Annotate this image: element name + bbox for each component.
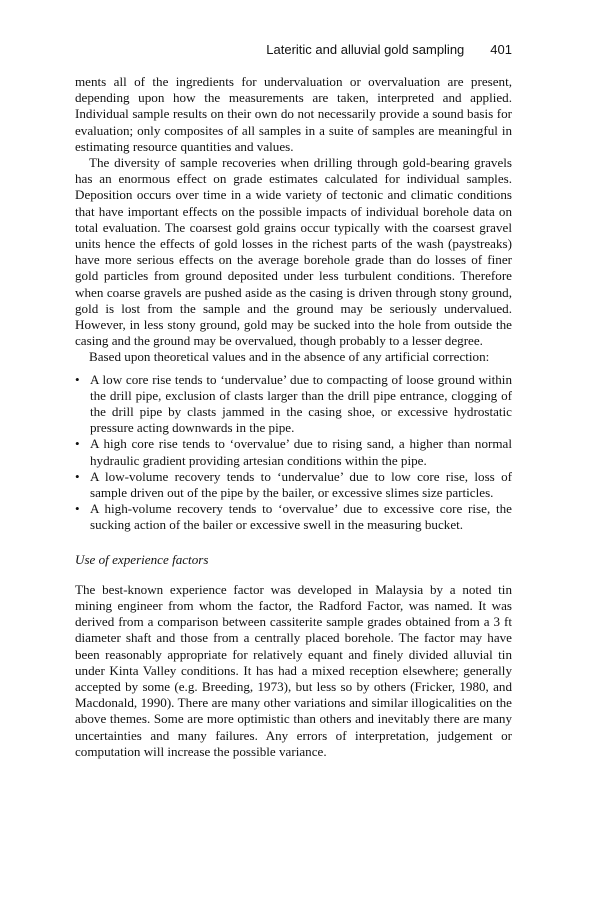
paragraph-experience-factors: The best-known experience factor was developed in Malaysia by a noted tin mining engineer from whom the factor, the Radford Factor, was named. It was derived from a comparison between cassiterite sample grades obtained from a 3 ft diameter shaft and those from a centrally placed borehole. The factor may have been reasonably appropriate for relatively equant and finely divided alluvial tin under Kinta Valley conditions. It has had a mixed reception elsewhere; generally accepted by some (e.g. Breeding, 1973), but less so by others (Fricker, 1980, and Macdonald, 1990). There are many other variations and similar illogicalities on the above themes. Some are more optimistic than others and inevitably there are many uncertainties and many failures. Any errors of interpretation, judgement or computation will increase the possible variance.	[75, 581, 512, 759]
bullet-text: A low core rise tends to ‘undervalue’ due to compacting of loose ground within the drill pipe, exclusion of clasts larger than the drill pipe entrance, clogging of the drill pipe by clasts jammed in the casing shoe, or excessive hydrostatic pressure acting downwards in the pipe.	[90, 371, 512, 436]
list-item	[75, 501, 512, 533]
body-text	[75, 74, 512, 760]
list-item	[75, 372, 512, 437]
bullet-list	[75, 372, 512, 534]
bullet-icon: •	[75, 468, 80, 484]
list-item	[75, 469, 512, 501]
bullet-icon: •	[75, 371, 80, 387]
running-title: Lateritic and alluvial gold sampling	[266, 42, 465, 57]
paragraph-continuation: ments all of the ingredients for undervaluation or overvaluation are present, depending upon how the measurements are taken, interpreted and applied. Individual sample results on their own do not necessarily provide a sound basis for evaluation; only composites of all samples in a suite of samples are meaningful in estimating resource quantities and values.	[75, 74, 512, 154]
section-heading: Use of experience factors	[75, 551, 209, 567]
list-item	[75, 436, 512, 468]
paragraph-theoretical-values: Based upon theoretical values and in the absence of any artificial correction:	[89, 349, 490, 365]
bullet-icon: •	[75, 436, 80, 452]
bullet-icon: •	[75, 501, 80, 517]
paragraph-sample-recoveries: The diversity of sample recoveries when drilling through gold-bearing gravels has an enormous effect on grade estimates calculated for individual samples. Deposition occurs over time in a wide variety of tectonic and climatic conditions that have important effects on the possible impacts of individual borehole data on total evaluation. The coarsest gold grains occur typically with the coarsest gravel units hence the effects of gold losses in the richest parts of the wash (paystreaks) have more serious effects on the average borehole grade than do losses of finer gold particles from ground deposited under less turbulent conditions. Therefore when coarse gravels are pushed aside as the casing is driven through stony ground, gold is lost from the sample and the ground may be seriously undervalued. However, in less stony ground, gold may be sucked into the hole from outside the casing and the ground may be overvalued, though probably to a lesser degree.	[75, 155, 512, 349]
bullet-text: A high core rise tends to ‘overvalue’ due to rising sand, a higher than normal hydraulic gradient providing artesian conditions within the pipe.	[90, 436, 512, 468]
bullet-text: A high-volume recovery tends to ‘overvalue’ due to excessive core rise, the sucking action of the bailer or excessive swell in the measuring bucket.	[90, 501, 512, 533]
running-head	[75, 42, 512, 57]
page-number: 401	[490, 42, 512, 57]
bullet-text: A low-volume recovery tends to ‘undervalue’ due to low core rise, loss of sample driven out of the pipe by the bailer, or excessive slimes size particles.	[90, 468, 512, 501]
